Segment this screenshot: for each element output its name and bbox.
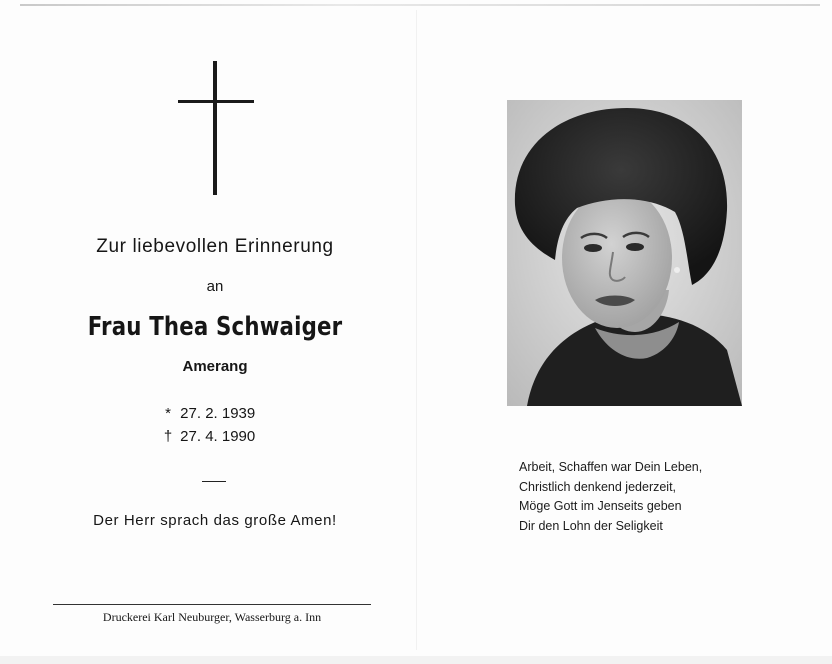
death-date-row bbox=[160, 428, 255, 445]
birth-star-icon: * bbox=[165, 405, 171, 422]
card-fold bbox=[416, 10, 417, 650]
deceased-place: Amerang bbox=[182, 358, 248, 375]
memorial-headline: Zur liebevollen Erinnerung bbox=[96, 236, 334, 257]
latin-cross-icon bbox=[178, 61, 254, 195]
deceased-name: Frau Thea Schwaiger bbox=[87, 312, 343, 342]
death-date: 27. 4. 1990 bbox=[180, 428, 256, 445]
portrait-photo bbox=[507, 100, 742, 406]
poem-line: Arbeit, Schaffen war Dein Leben, bbox=[519, 460, 703, 474]
cross-horizontal-bar bbox=[178, 100, 254, 103]
paper-bottom-edge bbox=[0, 656, 832, 664]
poem-line: Dir den Lohn der Seligkeit bbox=[519, 518, 663, 533]
separator-dash bbox=[202, 481, 226, 482]
birth-date-row bbox=[160, 405, 255, 422]
printer-credit: Druckerei Karl Neuburger, Wasserburg a. Inn bbox=[102, 610, 322, 624]
printer-rule bbox=[53, 604, 371, 605]
poem-line: Möge Gott im Jenseits geben bbox=[519, 499, 682, 513]
cross-vertical-bar bbox=[213, 61, 217, 195]
paper-top-edge bbox=[20, 4, 820, 6]
poem-line: Christlich denkend jederzeit, bbox=[519, 479, 677, 494]
death-cross-icon: † bbox=[163, 428, 173, 445]
memorial-an: an bbox=[206, 278, 224, 295]
birth-date: 27. 2. 1939 bbox=[180, 405, 256, 422]
memorial-quote: Der Herr sprach das große Amen! bbox=[93, 512, 337, 529]
poem bbox=[519, 458, 779, 536]
portrait-illustration bbox=[507, 100, 742, 406]
